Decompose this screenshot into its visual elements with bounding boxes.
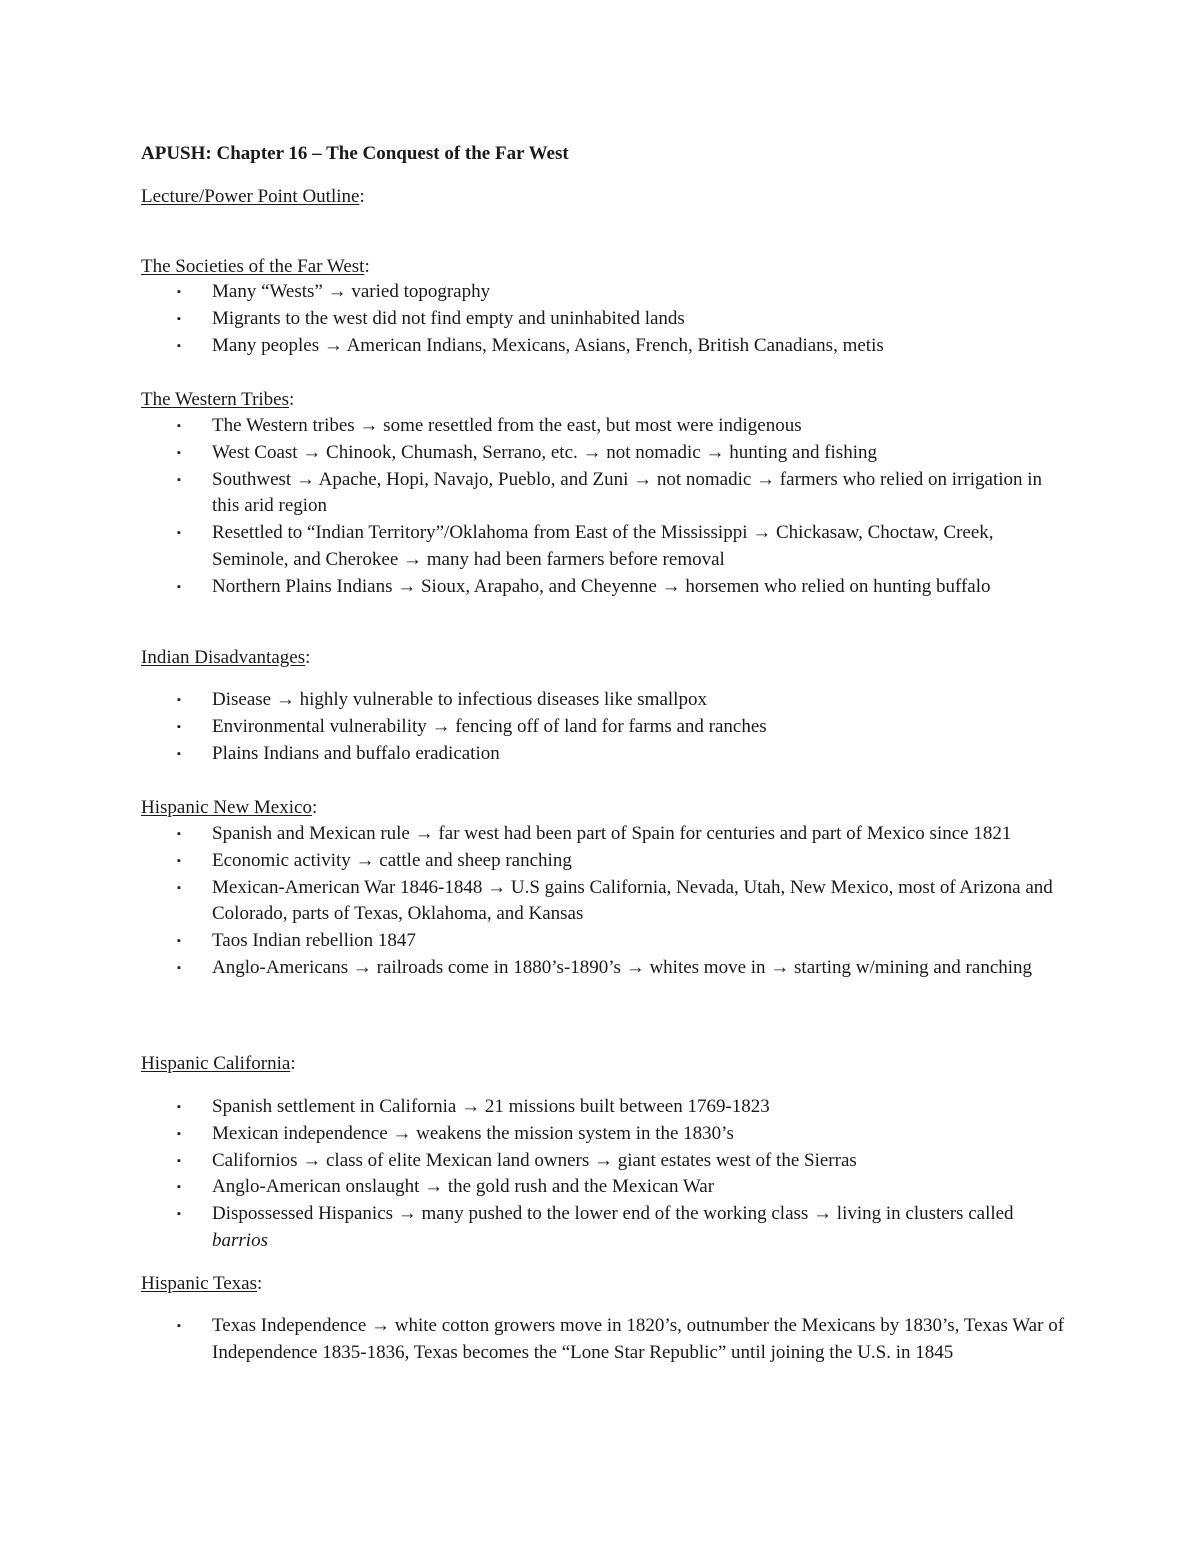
bullet-icon: ▪ (177, 1101, 181, 1113)
section-list-societies (141, 279, 1071, 359)
list-item (141, 1313, 1071, 1367)
bullet-icon: ▪ (177, 828, 181, 840)
bullet-icon: ▪ (177, 339, 181, 352)
bullet-icon: ▪ (177, 420, 181, 432)
bullet-icon: ▪ (177, 1208, 181, 1221)
list-item-text: Migrants to the west did not find empty and uninhabited lands (212, 307, 685, 329)
section-heading-text: Indian Disadvantages (141, 647, 306, 668)
list-item-text: Resettled to “Indian Territory”/Oklahoma from East of the Mississippi → Chickasaw, Choctaw, Creek, Seminole, and Cherokee → many had been farmers before removal (212, 522, 994, 570)
list-item-text: Anglo-American onslaught → the gold rush and the Mexican War (212, 1176, 715, 1198)
list-item (141, 875, 1071, 929)
section-list-hispanic-texas (141, 1313, 1071, 1367)
list-item (141, 1121, 1071, 1148)
list-item (141, 1148, 1071, 1175)
list-item-text: Mexican independence → weakens the mission system in the 1830’s (212, 1122, 734, 1144)
bullet-icon: ▪ (177, 580, 181, 593)
section-list-western-tribes (141, 413, 1071, 601)
list-item-text: Anglo-Americans → railroads come in 1880’s-1890’s → whites move in → starting w/mining and ranching (212, 956, 1033, 978)
list-item (141, 1201, 1071, 1255)
bullet-icon: ▪ (177, 1127, 181, 1140)
document-title: APUSH: Chapter 16 – The Conquest of the Far West (141, 143, 569, 164)
list-item-text: Dispossessed Hispanics → many pushed to the lower end of the working class → living in clusters called (212, 1203, 1014, 1225)
bullet-icon: ▪ (177, 286, 181, 298)
subtitle-colon: : (359, 186, 365, 207)
list-item-text: Taos Indian rebellion 1847 (212, 930, 416, 952)
bullet-icon: ▪ (177, 854, 181, 867)
list-item (141, 574, 1071, 601)
section-heading-societies (141, 254, 370, 280)
list-item (141, 413, 1071, 440)
heading-colon: : (257, 1273, 263, 1294)
list-item-text: West Coast → Chinook, Chumash, Serrano, etc. → not nomadic → hunting and fishing (212, 441, 877, 463)
list-item-text: Environmental vulnerability → fencing off of land for farms and ranches (212, 715, 767, 737)
bullet-icon: ▪ (177, 527, 181, 540)
list-item (141, 467, 1071, 521)
section-heading-text: The Western Tribes (141, 389, 290, 410)
bullet-icon: ▪ (177, 694, 181, 706)
section-heading-text: Hispanic New Mexico (141, 797, 312, 818)
heading-colon: : (311, 797, 318, 818)
section-heading-hispanic-texas (141, 1271, 262, 1297)
subtitle-label: Lecture/Power Point Outline (141, 186, 360, 207)
bullet-icon: ▪ (177, 1320, 181, 1332)
list-item (141, 279, 1071, 306)
list-item (141, 687, 1071, 714)
bullet-icon: ▪ (177, 935, 181, 948)
document-subtitle (141, 184, 365, 210)
list-item-text: Mexican-American War 1846-1848 → U.S gains California, Nevada, Utah, New Mexico, most of Arizona and Colorado, parts of Texas, Oklahoma, and Kansas (212, 876, 1053, 925)
section-heading-hispanic-new-mexico (141, 795, 317, 821)
list-item-text: Northern Plains Indians → Sioux, Arapaho, and Cheyenne → horsemen who relied on hunting buffalo (212, 575, 991, 597)
bullet-icon: ▪ (177, 312, 181, 325)
list-item-text: Spanish settlement in California → 21 missions built between 1769-1823 (212, 1096, 770, 1117)
heading-colon: : (290, 1053, 296, 1074)
list-item (141, 821, 1071, 848)
list-item-text: The Western tribes → some resettled from the east, but most were indigenous (212, 415, 802, 436)
list-item (141, 741, 1071, 768)
section-heading-text: Hispanic California (141, 1053, 291, 1074)
heading-colon: : (305, 647, 311, 668)
bullet-icon: ▪ (177, 1154, 181, 1167)
list-item (141, 520, 1071, 574)
section-heading-indian-disadvantages (141, 645, 310, 671)
section-heading-text: Hispanic Texas (141, 1273, 257, 1294)
italic-term: barrios (212, 1229, 268, 1251)
bullet-icon: ▪ (177, 446, 181, 459)
section-list-hispanic-california (141, 1094, 1071, 1255)
bullet-icon: ▪ (177, 473, 181, 486)
list-item-text: Economic activity → cattle and sheep ranching (212, 849, 572, 871)
list-item (141, 848, 1071, 875)
bullet-icon: ▪ (177, 747, 181, 760)
list-item (141, 955, 1071, 982)
list-item-text: Many peoples → American Indians, Mexicans, Asians, French, British Canadians, metis (212, 334, 884, 356)
list-item (141, 333, 1071, 360)
list-item (141, 928, 1071, 955)
list-item (141, 714, 1071, 741)
bullet-icon: ▪ (177, 720, 181, 733)
bullet-icon: ▪ (177, 1181, 181, 1194)
list-item (141, 1094, 1071, 1121)
list-item-text: Many “Wests” → varied topography (212, 281, 491, 302)
heading-colon: : (364, 256, 370, 277)
section-heading-hispanic-california (141, 1051, 296, 1077)
bullet-icon: ▪ (177, 881, 181, 894)
list-item-text: Spanish and Mexican rule → far west had been part of Spain for centuries and part of Mexico since 1821 (212, 823, 1012, 844)
section-list-indian-disadvantages (141, 687, 1071, 767)
list-item-text: Texas Independence → white cotton growers move in 1820’s, outnumber the Mexicans by 1830’s, Texas War of Independence 1835-1836, Texas becomes the “Lone Star Republic” until joining the U.S. in 1845 (212, 1315, 1065, 1363)
list-item-text: Disease → highly vulnerable to infectious diseases like smallpox (212, 689, 707, 710)
heading-colon: : (289, 389, 295, 410)
section-heading-western-tribes (141, 387, 294, 413)
list-item-text: Plains Indians and buffalo eradication (212, 742, 500, 764)
bullet-icon: ▪ (177, 961, 181, 974)
list-item (141, 1174, 1071, 1201)
section-list-hispanic-new-mexico (141, 821, 1071, 982)
list-item (141, 306, 1071, 333)
list-item-text: Californios → class of elite Mexican land owners → giant estates west of the Sierras (212, 1149, 857, 1171)
section-heading-text: The Societies of the Far West (141, 256, 365, 277)
list-item (141, 440, 1071, 467)
list-item-text: Southwest → Apache, Hopi, Navajo, Pueblo, and Zuni → not nomadic → farmers who relied on irrigation in this arid region (212, 468, 1043, 517)
